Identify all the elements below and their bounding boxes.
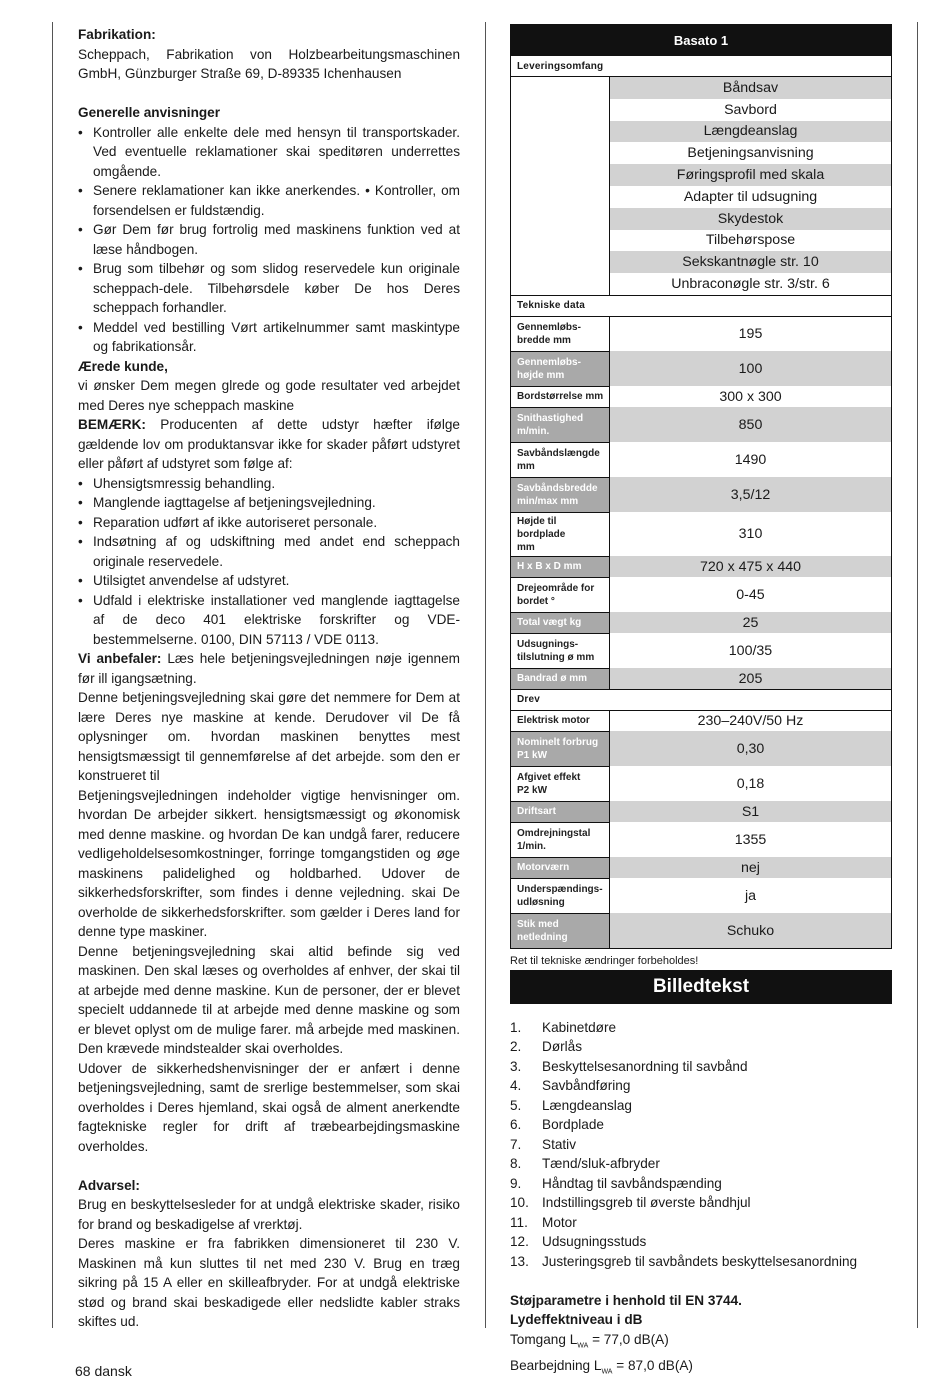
list-item (510, 1057, 892, 1077)
spec-label: Motorværn (511, 857, 610, 878)
list-item (510, 1096, 892, 1116)
spec-value: 720 x 475 x 440 (610, 556, 892, 577)
spec-label: Stik med netledning (511, 913, 610, 948)
spec-value: 300 x 300 (610, 386, 892, 407)
body-paragraph: Betjeningsvejledningen indeholder vigtige henvisninger om. hvordan De arbejder sikkert. hensigtsmæssigt og økonomisk med denne maskine. og hvordan De kan undgå farer, reducere vedligeholdelsesomkostninger, forringe tomgangstiden og øge maskinens palidelighed og holdbarhed. Udover de sikkerhedsforskrifter, som findes i denne vejledning. skai De overholde de sikkerhedsforskrifter. som gælder i Deres land for denne type maskiner. (78, 787, 460, 939)
list-item (510, 1174, 892, 1194)
noise-section (510, 1291, 892, 1382)
generelle-list (78, 123, 460, 357)
advarsel-heading: Advarsel: (78, 1177, 140, 1193)
spec-label: H x B x D mm (511, 556, 610, 577)
spec-value: 310 (610, 512, 892, 556)
noise-heading: Støjparametre i henhold til EN 3744. (510, 1292, 742, 1308)
item-number: 10. (510, 1195, 529, 1211)
list-item: • Gør Dem før brug fortrolig med maskinens funktion ved at læse håndbogen. (78, 220, 460, 259)
leveringsomfang-item: Tilbehørspose (610, 230, 892, 252)
noise-sub: WA (601, 1368, 613, 1376)
spec-value: S1 (610, 801, 892, 822)
body-paragraph: Denne betjeningsvejledning skai gøre det nemmere for Dem at lære Deres nye maskine at kende. Derudover vil De få oplysninger om. hvordan maskinen benyttes mest hensigtsmæssigt til gennemførelse af det arbejde. som den er konstrueret til (78, 690, 460, 783)
item-text: Tænd/sluk-afbryder (542, 1156, 660, 1172)
advarsel-paragraph: Brug en beskyttelsesleder for at undgå elektriske skader, risiko for brand og beskadigelse af vrerktøj. (78, 1197, 460, 1232)
table-row (511, 351, 892, 386)
spec-label: Driftsart (511, 801, 610, 822)
column-rule-right (917, 22, 918, 1328)
table-row (511, 857, 892, 878)
table-row (511, 442, 892, 477)
list-item (510, 1018, 892, 1038)
fabrikation-heading: Fabrikation: (78, 27, 156, 42)
spec-value: 1355 (610, 822, 892, 857)
spec-label: Drejeområde for bordet ° (511, 577, 610, 612)
noise-value: = 87,0 dB(A) (612, 1358, 693, 1374)
table-row (511, 731, 892, 766)
noise-row (510, 1330, 892, 1356)
generelle-heading: Generelle anvisninger (78, 105, 221, 120)
table-row (511, 878, 892, 913)
list-item: • Udfald i elektriske installationer ved manglende iagttagelse af de deco 401 elektriske forskrifter og VDE-bestemmelserne. 0100, DIN 57113 / VDE 0113. (78, 591, 460, 650)
aerede-text: vi ønsker Dem megen glrede og gode resultater ved arbejdet med Deres nye scheppach maskine (78, 378, 460, 413)
item-number: 2. (510, 1039, 522, 1055)
section-tekniske-data: Tekniske data (511, 295, 892, 316)
item-number: 12. (510, 1234, 529, 1250)
spec-table (510, 24, 892, 949)
table-row (511, 766, 892, 801)
section-row (511, 56, 892, 77)
table-row (511, 316, 892, 351)
leveringsomfang-item: Føringsprofil med skala (610, 164, 892, 186)
advarsel-paragraph: Deres maskine er fra fabrikken dimensioneret til 230 V. Maskinen må kun sluttes til net med 230 V. Brug en træg sikring på 15 A eller en skilleafbryder. For at undgå elektriske stød og brand skai beskadigede eller nedslidte kabler straks skiftes ud. (78, 1236, 460, 1329)
list-item (510, 1193, 892, 1213)
item-number: 9. (510, 1175, 522, 1191)
item-text: Justeringsgreb til savbåndets beskyttelsesanordning (542, 1253, 858, 1269)
table-row (511, 913, 892, 948)
spec-value: 25 (610, 612, 892, 633)
spec-value: 1490 (610, 442, 892, 477)
item-text: Beskyttelsesanordning til savbånd (542, 1058, 748, 1074)
bemaerk-list (78, 474, 460, 650)
aerede-heading: Ærede kunde, (78, 358, 168, 374)
table-row (511, 556, 892, 577)
item-text: Udsugningsstuds (542, 1234, 647, 1250)
item-number: 13. (510, 1253, 529, 1269)
anbefaler-text: Læs hele betjeningsvejledningen nøje igennem før ill igangsætning. (78, 651, 460, 686)
body-paragraph: Udover de sikkerhedshenvisninger der er anfært i denne betjeningsvejledning, samt de srerlige bestemmelser, som skai overholdes i Deres hjemland, skai også de alment anerkendte fagtekniske regler for drift af træbearbejdingsmaskine overholdes. (78, 1060, 460, 1154)
table-row (511, 822, 892, 857)
spec-label: Savbåndsbredde min/max mm (511, 477, 610, 512)
page-footer: 68 dansk (75, 1363, 132, 1379)
list-item: • Reparation udført af ikke autoriseret personale. (78, 513, 460, 533)
list-item: • Indsøtning af og udskiftning med andet end scheppach originale reservedele. (78, 532, 460, 571)
list-item (510, 1252, 892, 1272)
spec-value: 0,18 (610, 766, 892, 801)
item-text: Stativ (542, 1136, 576, 1152)
item-text: Kabinetdøre (542, 1019, 617, 1035)
spec-value: 0,30 (610, 731, 892, 766)
leveringsomfang-item: Betjeningsanvisning (610, 142, 892, 164)
column-rule-middle (485, 22, 486, 1328)
spec-value: 100 (610, 351, 892, 386)
item-number: 3. (510, 1058, 522, 1074)
noise-row (510, 1356, 892, 1382)
noise-sub: WA (577, 1342, 589, 1350)
leveringsomfang-item: Unbraconøgle str. 3/str. 6 (610, 273, 892, 295)
spec-title-row (511, 25, 892, 56)
right-column (510, 24, 892, 1382)
spec-value: 195 (610, 316, 892, 351)
leveringsomfang-item: Skydestok (610, 208, 892, 230)
item-text: Håndtag til savbåndspænding (542, 1175, 722, 1191)
spec-label: Savbåndslængde mm (511, 442, 610, 477)
table-row (511, 512, 892, 556)
spec-label: Bordstørrelse mm (511, 386, 610, 407)
item-number: 6. (510, 1117, 522, 1133)
item-text: Motor (542, 1214, 577, 1230)
table-row (511, 633, 892, 668)
spec-value: 100/35 (610, 633, 892, 668)
spec-label: Total vægt kg (511, 612, 610, 633)
list-item: • Manglende iagttagelse af betjeningsvejledning. (78, 493, 460, 513)
noise-value: = 77,0 dB(A) (588, 1331, 669, 1347)
list-item: • Utilsigtet anvendelse af udstyret. (78, 571, 460, 591)
spec-label: Udsugnings- tilslutning ø mm (511, 633, 610, 668)
spec-value: 0-45 (610, 577, 892, 612)
list-item (510, 1154, 892, 1174)
spec-label: Omdrejningstal 1/min. (511, 822, 610, 857)
leveringsomfang-row (511, 77, 892, 99)
leveringsomfang-blank-cell (511, 77, 610, 296)
spec-label: Elektrisk motor (511, 710, 610, 731)
leveringsomfang-item: Savbord (610, 99, 892, 121)
fabrikation-text: Scheppach, Fabrikation von Holzbearbeitungsmaschinen GmbH, Günzburger Straße 69, D-89335 Ichenhausen (78, 46, 460, 81)
table-row (511, 577, 892, 612)
anbefaler-label: Vi anbefaler: (78, 651, 162, 666)
item-number: 1. (510, 1019, 522, 1035)
table-row (511, 407, 892, 442)
noise-label: Tomgang L (510, 1331, 578, 1347)
spec-label: Afgivet effekt P2 kW (511, 766, 610, 801)
item-text: Indstillingsgreb til øverste båndhjul (542, 1195, 751, 1211)
item-number: 4. (510, 1078, 522, 1094)
spec-value: 850 (610, 407, 892, 442)
bemaerk-text: Producenten af dette udstyr hæfter ifølge gældende lov om produktansvar ikke for skader påført udstyret eller påført af udstyret som følge af: (78, 417, 460, 471)
bemaerk-paragraph (78, 415, 460, 474)
spec-value: Schuko (610, 913, 892, 948)
spec-label: Gennemløbs- højde mm (511, 351, 610, 386)
list-item (510, 1115, 892, 1135)
table-row (511, 386, 892, 407)
item-number: 8. (510, 1156, 522, 1172)
leveringsomfang-item: Sekskantnøgle str. 10 (610, 251, 892, 273)
left-column (78, 25, 460, 1332)
spec-label: Nominelt forbrug P1 kW (511, 731, 610, 766)
item-text: Savbåndføring (542, 1078, 631, 1094)
spec-value: 3,5/12 (610, 477, 892, 512)
body-paragraphs (78, 688, 460, 1156)
table-row (511, 612, 892, 633)
leveringsomfang-item: Længdeanslag (610, 121, 892, 143)
list-item: • Senere reklamationer kan ikke anerkendes. • Kontroller, om forsendelsen er fuldstændig. (78, 181, 460, 220)
spec-value: 230–240V/50 Hz (610, 710, 892, 731)
noise-label: Bearbejdning L (510, 1358, 602, 1374)
item-number: 5. (510, 1097, 522, 1113)
section-row (511, 689, 892, 710)
list-item (510, 1076, 892, 1096)
list-item (510, 1135, 892, 1155)
table-row (511, 801, 892, 822)
bemaerk-label: BEMÆRK: (78, 417, 146, 432)
list-item: • Uhensigtsmressig behandling. (78, 474, 460, 494)
spec-value: nej (610, 857, 892, 878)
anbefaler-paragraph (78, 649, 460, 688)
item-text: Længdeanslag (542, 1097, 632, 1113)
spec-label: Underspændings- udløsning (511, 878, 610, 913)
section-drev: Drev (511, 689, 892, 710)
body-paragraph: Denne betjeningsvejledning skai altid befinde sig ved maskinen. Den skal læses og overholdes af enhver, der skai til at arbejde med denne maskine. Kun de personer, der er blevet specielt uddannede til at arbejde med denne maskine og som er blevet oplyst om de mulige farer. må arbejde med maskinen. Den krævede mindstealder skai overholdes. (78, 943, 460, 1056)
section-leveringsomfang: Leveringsomfang (511, 56, 892, 77)
table-row (511, 477, 892, 512)
spec-value: 205 (610, 668, 892, 689)
spec-title: Basato 1 (511, 25, 892, 56)
list-item: • Kontroller alle enkelte dele med hensyn til transportskader. Ved eventuelle reklamationer skai speditøren underrettes omgående. (78, 123, 460, 182)
table-row (511, 710, 892, 731)
list-item (510, 1213, 892, 1233)
billedtekst-heading: Billedtekst (510, 970, 892, 1004)
spec-label: Snithastighed m/min. (511, 407, 610, 442)
item-number: 7. (510, 1136, 522, 1152)
changes-notice: Ret til tekniske ændringer forbeholdes! (510, 954, 699, 967)
section-row (511, 295, 892, 316)
list-item (510, 1037, 892, 1057)
leveringsomfang-item: Båndsav (610, 77, 892, 99)
noise-subheading: Lydeffektniveau i dB (510, 1312, 643, 1328)
item-number: 11. (510, 1214, 528, 1230)
spec-label: Bandrad ø mm (511, 668, 610, 689)
leveringsomfang-item: Adapter til udsugning (610, 186, 892, 208)
list-item: • Brug som tilbehør og som slidog reservedele kun originale scheppach-dele. Tilbehørsdele køber De hos Deres scheppach forhandler. (78, 259, 460, 318)
list-item (510, 1232, 892, 1252)
table-row (511, 668, 892, 689)
list-item: • Meddel ved bestilling Vørt artikelnummer samt maskintype og fabrikationsår. (78, 318, 460, 357)
item-text: Bordplade (542, 1117, 604, 1133)
parts-list (510, 1018, 892, 1272)
advarsel-paragraphs (78, 1195, 460, 1332)
spec-label: Højde til bordplade mm (511, 512, 610, 556)
column-rule-left (52, 22, 53, 1328)
spec-label: Gennemløbs- bredde mm (511, 316, 610, 351)
item-text: Dørlås (542, 1039, 583, 1055)
spec-value: ja (610, 878, 892, 913)
